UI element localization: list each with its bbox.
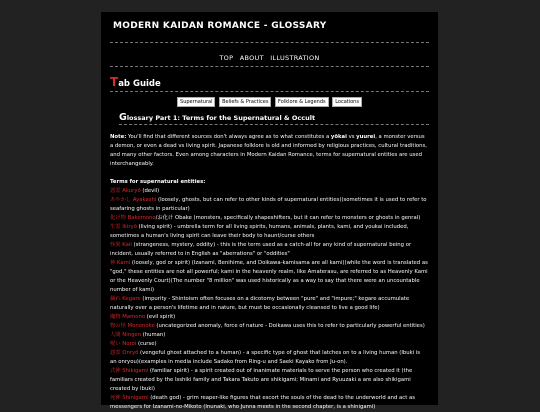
term-name: 呪い Noroi xyxy=(110,341,137,347)
term-entry xyxy=(110,196,428,214)
term-description: (uncategorized anomaly, force of nature - Doikawa uses this to refer to particularly powerful entities) xyxy=(154,323,425,329)
site-title: MODERN KAIDAN ROMANCE - GLOSSARY xyxy=(113,21,327,31)
term-name: 魔物 Mamono xyxy=(110,314,146,320)
term-description: /お化け Obake (monsters, specifically shapeshifters, but it can refer to monsters or ghosts in genral) xyxy=(155,215,421,221)
terms-heading-text: Terms for supernatural entities: xyxy=(110,179,206,185)
term-name: 生霊 Ikiryō xyxy=(110,224,137,230)
term-entry xyxy=(110,367,428,394)
tab-guide-heading xyxy=(110,75,161,89)
term-description: (strangeness, mystery, oddity) - this is the term used as a catch-all for any kind of supernatural being or incident, usually referred to in English as "aberrations" or "oddities" xyxy=(110,242,412,257)
term-description: (human) xyxy=(141,332,166,338)
term-name: 怨霊 Onryō xyxy=(110,350,139,356)
term-entry xyxy=(110,241,428,259)
term-entry xyxy=(110,259,428,295)
terms-list xyxy=(110,187,428,412)
tab-folklore-legends[interactable]: Folklore & Legends xyxy=(275,97,329,107)
tab-bar xyxy=(101,97,438,107)
term-entry xyxy=(110,331,428,340)
divider xyxy=(110,66,429,67)
nav-illustration-link[interactable]: ILLUSTRATION xyxy=(270,54,320,62)
note-text: You'll find that different sources don't always agree as to what constitutes a xyxy=(126,134,331,140)
term-description: (loosely, ghosts, but can refer to other kinds of supernatural entities)(sometimes it is used to refer to seafaring ghosts in particular) xyxy=(110,197,427,212)
heading-rest: ab Guide xyxy=(118,79,161,89)
terms-heading xyxy=(110,178,428,187)
term-entry xyxy=(110,349,428,367)
note-text: vs xyxy=(346,134,357,140)
divider xyxy=(119,124,429,125)
term-name: 悪霊 Akuryō xyxy=(110,188,141,194)
term-description: (vengeful ghost attached to a human) - a specific type of ghost that latches on to a living human (Ibuki is an onryou)(examples in media include Sadako from Ring-u and Saeki Kayako from Ju-on). xyxy=(110,350,421,365)
term-name: 化け物 Bakemono xyxy=(110,215,156,221)
page-container xyxy=(101,12,438,410)
nav-about-link[interactable]: ABOUT xyxy=(239,54,264,62)
term-name: 怪異 Kaii xyxy=(110,242,132,248)
term-entry xyxy=(110,187,428,196)
nav-top-link[interactable]: TOP xyxy=(219,54,234,62)
note-label: Note: xyxy=(110,134,127,140)
term-description: (death god) - grim reaper-like figures that escort the souls of the dead to the underworld and act as messengers for Izanami-no-Mikoto (Inunaki, who Junna meets in the second chapter, is a shinigami) xyxy=(110,395,415,410)
tab-beliefs-practices[interactable]: Beliefs & Practices xyxy=(219,97,271,107)
divider xyxy=(110,91,429,92)
term-description: (impurity - Shintoism often focuses on a dicotomy between "pure" and "impure;" kegare accumulate naturally over a person's lifetime and in nature, but must be occasionally cleansed to live a good life) xyxy=(110,296,410,311)
heading-initial: T xyxy=(110,75,119,89)
term-description: (familiar spirit) - a spirit created out of inanimate materials to serve the person who created it (the familiars created by the Isshiki family and Takara Takuto are shikigami; Minami and Ryuuzaki a are also shikigami created by Ibuki) xyxy=(110,368,413,392)
term-entry xyxy=(110,322,428,331)
top-nav xyxy=(101,54,438,62)
note-term: yuurei xyxy=(356,134,376,140)
term-entry xyxy=(110,295,428,313)
term-entry xyxy=(110,223,428,241)
term-name: 人間 Ningen xyxy=(110,332,142,338)
term-description: (curse) xyxy=(136,341,157,347)
divider xyxy=(110,42,429,43)
tab-locations[interactable]: Locations xyxy=(332,97,362,107)
term-name: 死神 Shinigami xyxy=(110,395,149,401)
term-name: 物の怪 Mononoke xyxy=(110,323,155,329)
note-term: yōkai xyxy=(330,134,347,140)
term-entry xyxy=(110,313,428,322)
section-title xyxy=(119,112,315,123)
note-paragraph xyxy=(110,133,428,169)
section-rest: lossary Part 1: Terms for the Supernatural & Occult xyxy=(126,114,316,122)
term-description: (evil spirit) xyxy=(145,314,176,320)
tab-supernatural[interactable]: Supernatural xyxy=(177,97,215,107)
term-name: 穢れ Kegare xyxy=(110,296,141,302)
term-description: (loosely, god or spirit) (Izanami, Benihime, and Doikawa-kamisama are all kami)(while the word is translated as "god," these entities are not all powerful; kami in the heavenly realm, like Amaterasu, are referred to as Heavenly Kami or the Heavenly Court)(The number "8 million" was used historically as a way to say that there were an uncountable number of kami) xyxy=(110,260,428,293)
term-name: 式神 Shikigami xyxy=(110,368,149,374)
section-initial: G xyxy=(119,112,127,123)
term-entry xyxy=(110,394,428,412)
term-entry xyxy=(110,214,428,223)
glossary-content xyxy=(110,133,428,412)
term-name: あやかし Ayakashi xyxy=(110,197,157,203)
term-description: (living spirit) - umbrella term for all living spirits, humans, animals, plants, kami, and youkai included, sometimes a human's living spirit can leave their body to haunt/curse others xyxy=(110,224,409,239)
term-description: (devil) xyxy=(140,188,160,194)
term-name: 神 Kami xyxy=(110,260,131,266)
note-text: , a monster versus a demon, or even a dead vs living spirit. Japanese folklore is old and informed by religious practices, cultural traditions, and many other factors. Even among characters in Modern Kaidan Romance, terms for supernatural entities are used interchangeably. xyxy=(110,134,427,167)
term-entry xyxy=(110,340,428,349)
